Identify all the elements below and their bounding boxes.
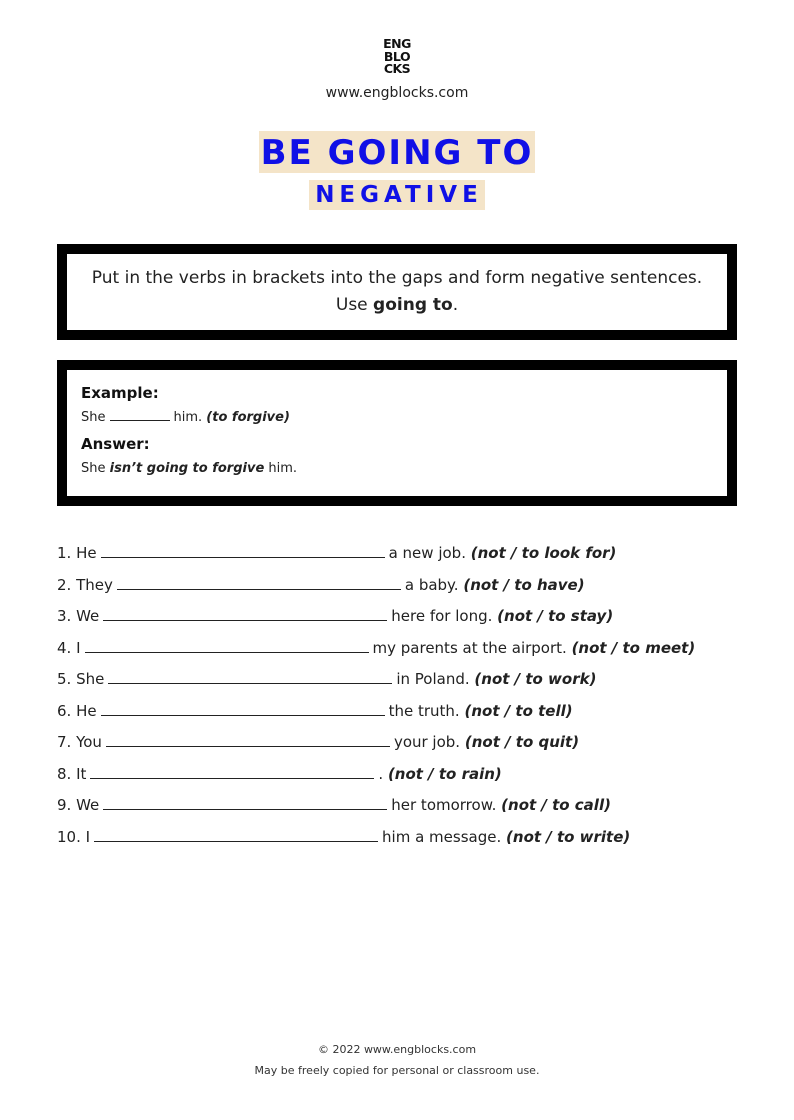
exercise-hint: (not / to stay) xyxy=(497,607,614,625)
exercise-hint: (not / to quit) xyxy=(464,733,580,751)
exercise-suffix: in Poland. xyxy=(396,670,470,688)
answer-sentence xyxy=(81,461,727,476)
exercise-suffix: my parents at the airport. xyxy=(372,638,567,657)
exercise-prefix: 3. We xyxy=(57,607,100,625)
logo-line-3: CKS xyxy=(383,61,411,76)
exercise-hint: (not / to call) xyxy=(501,796,611,814)
exercise-hint: (not / to meet) xyxy=(571,638,696,657)
exercise-hint: (not / to have) xyxy=(463,575,585,594)
worksheet-subtitle-wrapper xyxy=(0,180,794,210)
exercise-item xyxy=(57,732,757,764)
example-label: Example: xyxy=(81,384,159,402)
exercise-prefix: 6. He xyxy=(57,701,97,720)
answer-blank[interactable] xyxy=(94,827,378,842)
exercise-hint: (not / to work) xyxy=(474,670,597,688)
answer-blank[interactable] xyxy=(103,795,387,810)
example-box xyxy=(57,360,737,506)
answer-rest: him. xyxy=(268,461,298,476)
exercise-item xyxy=(57,701,757,733)
exercise-suffix: her tomorrow. xyxy=(391,796,497,814)
worksheet-title-wrapper xyxy=(0,131,794,173)
example-blank xyxy=(110,420,170,421)
engblocks-logo xyxy=(0,38,794,76)
answer-blank[interactable] xyxy=(103,606,387,621)
exercise-item xyxy=(57,638,757,670)
exercise-prefix: 7. You xyxy=(57,733,102,751)
exercise-prefix: 2. They xyxy=(57,575,113,594)
exercise-prefix: 5. She xyxy=(57,670,105,688)
exercise-suffix: the truth. xyxy=(388,701,460,720)
exercise-item xyxy=(57,827,757,859)
exercise-item xyxy=(57,575,757,607)
exercise-item xyxy=(57,606,757,638)
example-hint: (to forgive) xyxy=(206,410,290,425)
instructions-line-1: Put in the verbs in brackets into the gaps and form negative sentences. xyxy=(91,268,703,288)
exercise-item xyxy=(57,764,757,796)
worksheet-subtitle: NEGATIVE xyxy=(309,180,485,210)
answer-blank[interactable] xyxy=(117,575,401,590)
exercise-suffix: a baby. xyxy=(404,575,459,594)
exercise-suffix: . xyxy=(378,764,384,783)
exercise-suffix: a new job. xyxy=(388,544,466,562)
footer-note: May be freely copied for personal or classroom use. xyxy=(254,1064,540,1077)
example-sentence xyxy=(81,410,727,425)
logo-line-1: ENG xyxy=(383,36,411,51)
footer-copyright: © 2022 www.engblocks.com xyxy=(317,1043,477,1056)
answer-subject: She xyxy=(81,461,106,476)
logo-line-2: BLO xyxy=(383,48,411,64)
instructions-prefix: Use xyxy=(335,295,374,315)
answer-bold: isn’t going to forgive xyxy=(109,461,265,476)
instructions-box xyxy=(57,244,737,340)
site-url: www.engblocks.com xyxy=(325,85,469,101)
answer-blank[interactable] xyxy=(90,764,374,779)
exercise-hint: (not / to tell) xyxy=(464,701,573,720)
answer-blank[interactable] xyxy=(101,543,385,558)
exercise-prefix: 10. I xyxy=(57,827,91,846)
worksheet-title: BE GOING TO xyxy=(260,133,534,173)
exercise-item xyxy=(57,669,757,701)
answer-label: Answer: xyxy=(81,435,150,453)
exercise-suffix: your job. xyxy=(393,733,461,751)
example-rest: him. xyxy=(173,410,203,425)
exercise-suffix: here for long. xyxy=(391,607,493,625)
instructions-suffix: . xyxy=(452,295,459,315)
exercise-prefix: 8. It xyxy=(57,764,87,783)
answer-blank[interactable] xyxy=(85,638,369,653)
exercise-list xyxy=(57,543,757,858)
exercise-item xyxy=(57,543,757,575)
instructions-bold: going to xyxy=(373,295,453,315)
instructions-line-2 xyxy=(67,292,727,319)
example-subject: She xyxy=(81,410,106,425)
exercise-prefix: 1. He xyxy=(57,544,97,562)
exercise-item xyxy=(57,795,757,827)
exercise-hint: (not / to write) xyxy=(506,827,631,846)
exercise-hint: (not / to look for) xyxy=(470,544,617,562)
answer-blank[interactable] xyxy=(106,732,390,747)
exercise-prefix: 4. I xyxy=(57,638,81,657)
exercise-prefix: 9. We xyxy=(57,796,100,814)
answer-blank[interactable] xyxy=(101,701,385,716)
answer-blank[interactable] xyxy=(108,669,392,684)
exercise-suffix: him a message. xyxy=(382,827,502,846)
exercise-hint: (not / to rain) xyxy=(387,764,502,783)
